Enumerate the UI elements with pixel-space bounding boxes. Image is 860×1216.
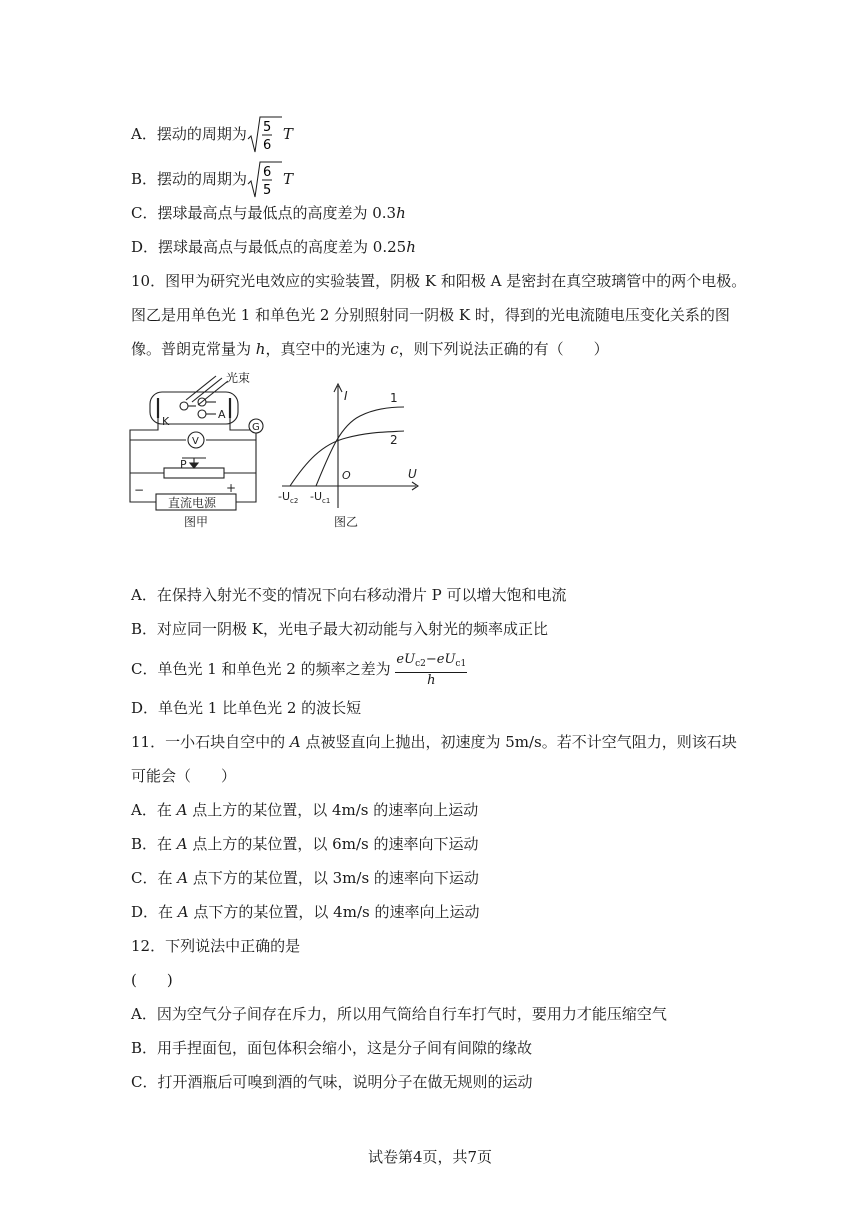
q11-option-a: A．在 A 点上方的某位置，以 4m/s 的速率向上运动: [131, 801, 479, 819]
o-label: O: [342, 469, 351, 482]
p-label: P: [180, 458, 187, 471]
electron-icon: [198, 410, 206, 418]
sqrt-fraction: [247, 160, 283, 200]
figure-jia-circuit: [122, 370, 272, 532]
figure-yi-graph: [276, 380, 424, 532]
q10-stem-line2: 图乙是用单色光 1 和单色光 2 分别照射同一阴极 K 时，得到的光电流随电压变化关系的图: [131, 306, 730, 324]
q10-option-a: A．在保持入射光不变的情况下向右移动滑片 P 可以增大饱和电流: [131, 586, 567, 604]
rheostat-icon: [164, 468, 224, 478]
uc1-label: $-U_{c1}$: [310, 490, 331, 505]
q11-option-c: C．在 A 点下方的某位置，以 3m/s 的速率向下运动: [131, 869, 479, 887]
q11-option-b: B．在 A 点上方的某位置，以 6m/s 的速率向下运动: [131, 835, 479, 853]
plus-label: +: [226, 481, 237, 495]
caption-jia: 图甲: [184, 515, 209, 529]
q9-option-a: A．摆动的周期为 5 6 T: [131, 115, 293, 155]
v-label: V: [192, 436, 199, 447]
curve1-label: 1: [390, 391, 398, 405]
q10-option-c: C．单色光 1 和单色光 2 的频率之差为 $\frac{eU_{c2}-eU_{c1}}{h}$: [131, 652, 467, 688]
curve2-label: 2: [390, 433, 398, 447]
uc2-label: $-U_{c2}$: [278, 490, 299, 505]
q11-option-d: D．在 A 点下方的某位置，以 4m/s 的速率向上运动: [131, 903, 480, 921]
q11-stem-line1: 11．一小石块自空中的 A 点被竖直向上抛出，初速度为 5m/s。若不计空气阻力，则该石块: [131, 733, 737, 751]
q10-option-b: B．对应同一阴极 K，光电子最大初动能与入射光的频率成正比: [131, 620, 548, 638]
sqrt-den: 6: [262, 138, 272, 153]
q10-stem-line3: 像。普朗克常量为 h，真空中的光速为 c，则下列说法正确的有（ ）: [131, 340, 609, 358]
q12-option-c: C．打开酒瓶后可嗅到酒的气味，说明分子在做无规则的运动: [131, 1073, 533, 1091]
beam-label: 光束: [226, 371, 251, 385]
q12-stem-line1: 12．下列说法中正确的是: [131, 937, 301, 955]
q9-option-c: C．摆球最高点与最低点的高度差为 0.3h: [131, 204, 406, 222]
q12-stem-line2: ( ): [131, 971, 173, 989]
i-label: I: [344, 389, 348, 403]
a-label: A: [218, 408, 226, 421]
source-label: 直流电源: [168, 496, 217, 510]
sqrt-fraction: [247, 115, 283, 155]
g-label: G: [252, 422, 260, 433]
q12-option-b: B．用手捏面包，面包体积会缩小，这是分子间有间隙的缘故: [131, 1039, 533, 1057]
electron-icon: [180, 402, 188, 410]
q9-option-b: B．摆动的周期为 6 5 T: [131, 160, 293, 200]
q9-option-d: D．摆球最高点与最低点的高度差为 0.25h: [131, 238, 416, 256]
frequency-fraction: $\frac{eU_{c2}-eU_{c1}}{h}$: [396, 652, 467, 688]
sqrt-num: 5: [262, 120, 272, 135]
page-footer: 试卷第4页，共7页: [367, 1148, 493, 1166]
q12-option-a: A．因为空气分子间存在斥力，所以用气筒给自行车打气时，要用力才能压缩空气: [131, 1005, 667, 1023]
sqrt-den: 5: [263, 183, 272, 198]
q10-option-d: D．单色光 1 比单色光 2 的波长短: [131, 699, 362, 717]
minus-label: −: [134, 483, 145, 497]
u-label: U: [408, 467, 417, 481]
caption-yi: 图乙: [334, 515, 359, 529]
q10-stem-line1: 10．图甲为研究光电效应的实验装置，阴极 K 和阳极 A 是密封在真空玻璃管中的两个电极。: [131, 272, 747, 290]
sqrt-num: 6: [263, 165, 272, 180]
k-label: K: [162, 415, 170, 428]
q11-stem-line2: 可能会（ ）: [131, 767, 237, 785]
